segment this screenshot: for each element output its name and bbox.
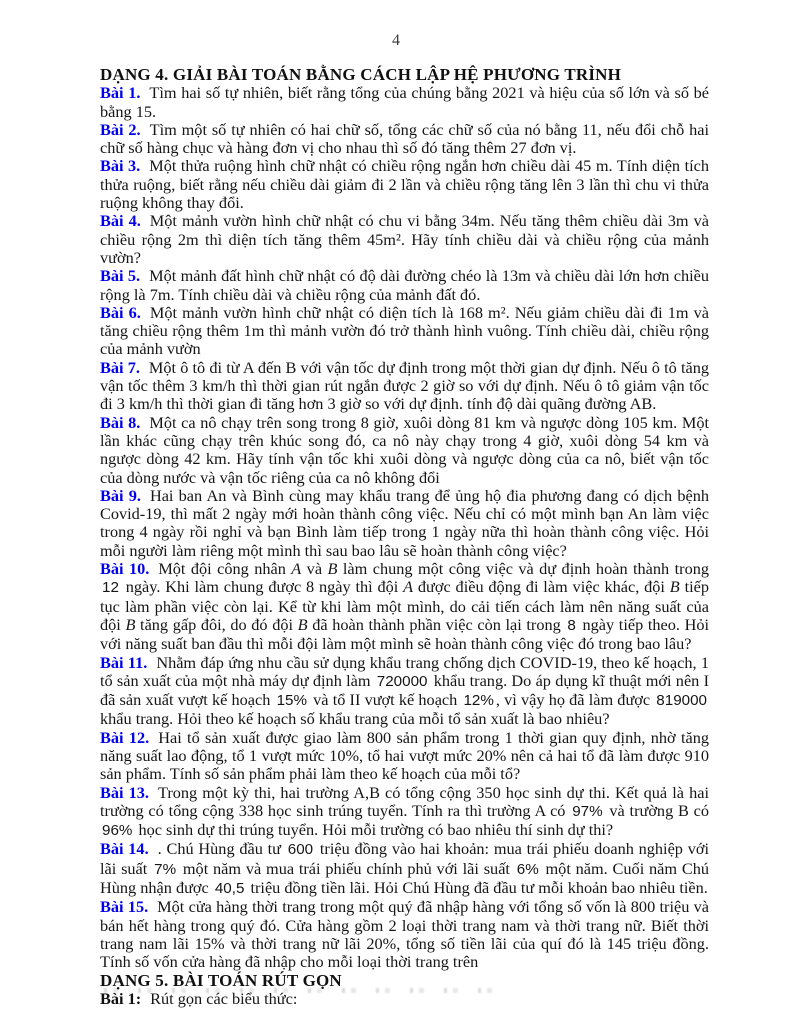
problem-paragraph — [100, 560, 709, 653]
problem-paragraph — [100, 784, 709, 841]
problem-label: Bài 1: — [100, 988, 142, 1008]
problem-text: tăng gấp đôi, do đó đội — [135, 614, 298, 634]
problem-label: Bài 15. — [100, 897, 149, 917]
problem-text: làm chung một công việc và dự định hoàn thành trong — [337, 559, 709, 579]
problem-paragraph — [100, 414, 709, 487]
problem-label: Bài 3. — [100, 156, 141, 176]
problem-text: 12% — [463, 692, 494, 710]
section — [100, 66, 709, 972]
problem-text: 40,5 — [214, 880, 245, 898]
problem-text: một năm và mua trái phiếu chính phủ với lãi suất — [178, 858, 515, 878]
problem-text: Trong một kỳ thi, hai trường A,B có tổng cộng 350 học sinh dự thi. Kết quả là hai trường có tổng cộng 338 học sinh trúng tuyển. Tính ra thì trường A có — [100, 782, 709, 820]
problem-paragraph — [100, 157, 709, 212]
problem-text: Một cửa hàng thời trang trong một quý đã nhập hàng với tổng số vốn là 800 triệu và bán hết hàng trong quý đó. Cửa hàng gồm 2 loại thời trang nam và thời trang nữ. Biết thời trang nam lãi 15% và thời trang nữ lãi 20%, tổng số tiền lãi của quí đó là 145 triệu đồng. Tính số vốn cửa hàng đã nhập cho mỗi loại thời trang trên — [100, 897, 709, 972]
problem-text: . Chú Hùng đầu tư — [157, 839, 286, 859]
problem-label: Bài 1. — [100, 83, 141, 103]
problem-label: Bài 13. — [100, 782, 149, 802]
problem-text: triệu đồng vào hai khoản: mua trái phiếu doanh nghiệp với lãi suất — [100, 839, 709, 878]
problem-text: Hai ban An và Bình cùng may khẩu trang để ủng hộ đia phương đang có dịch bệnh Covid-19, thì mất 2 ngày mới hoàn thành công việc. Nếu chỉ có một mình bạn An làm việc trong 4 ngày rồi nghỉ và bạn Bình làm tiếp trong 1 ngày nữa thì hoàn thành công việc. Hỏi mỗi người làm riêng một mình thì sau bao lâu sẽ hoàn thành công việc? — [100, 485, 709, 560]
page-number: 4 — [392, 32, 400, 49]
problem-label: Bài 14. — [100, 839, 149, 859]
problem-paragraph — [100, 212, 709, 267]
problem-paragraph — [100, 487, 709, 560]
problem-text: 96% — [102, 822, 133, 840]
section-heading: DẠNG 4. GIẢI BÀI TOÁN BẰNG CÁCH LẬP HỆ PHƯƠNG TRÌNH — [100, 65, 622, 84]
section-heading: DẠNG 5. BÀI TOÁN RÚT GỌN — [100, 970, 342, 990]
problem-text: được điều động đi làm việc khác, đội — [413, 577, 670, 597]
problem-text: 15% — [276, 692, 307, 710]
problem-text: tiếp tục làm phần việc còn lại. Kể từ khi làm một mình, do cải tiến cách làm nên năng suất của đội — [100, 577, 709, 634]
problem-text: ngày. Khi làm chung được 8 ngày thì đội — [120, 577, 404, 597]
problem-text: Rút gọn các biểu thức: — [150, 988, 298, 1008]
problem-text: triệu đồng tiền lãi. Hỏi Chú Hùng đã đầu tư mỗi khoản bao nhiêu tiền. — [246, 878, 708, 898]
problem-label: Bài 2. — [100, 119, 141, 139]
problem-text: A — [291, 559, 302, 579]
problem-text: 12 — [102, 579, 119, 597]
problem-text: và tổ II vượt kế hoạch — [308, 690, 462, 710]
problem-paragraph — [100, 898, 709, 971]
document-body — [100, 66, 709, 1008]
problem-text: khẩu trang. Hỏi theo kế hoạch số khẩu trang của mỗi tổ sản xuất là bao nhiêu? — [100, 709, 610, 729]
problem-paragraph — [100, 267, 709, 304]
problem-paragraph — [100, 304, 709, 359]
problem-text: và trường B có — [604, 800, 709, 820]
problem-text: Nhằm đáp ứng nhu cầu sử dụng khẩu trang chống dịch COVID-19, theo kế hoạch, 1 tổ sản xuất của một nhà máy dự định làm — [100, 652, 710, 690]
problem-text: 8 — [567, 616, 576, 634]
problem-text: A — [403, 577, 414, 597]
problem-text: Hai tổ sản xuất được giao làm 800 sản phẩm trong 1 thời gian quy định, nhờ tăng năng suất lao động, tổ 1 vượt mức 10%, tổ hai vượt mức 20% nên cả hai tổ đã làm được 910 sản phẩm. Tính số sản phẩm phải làm theo kế hoạch của mỗi tổ? — [100, 727, 709, 784]
cutoff-text-remnant — [104, 988, 504, 993]
problem-text: Một mảnh vườn hình chữ nhật có chu vi bằng 34m. Nếu tăng thêm chiều dài 3m và chiều rộng 2m thì diện tích tăng thêm 45m². Hãy tính chiều dài và chiều rộng của mảnh vườn? — [100, 211, 709, 267]
problem-text: Tìm một số tự nhiên có hai chữ số, tổng các chữ số của nó bằng 11, nếu đổi chỗ hai chữ số hàng chục và hàng đơn vị cho nhau thì số đó tăng thêm 27 đơn vị. — [100, 119, 709, 158]
problem-text: 819000 — [656, 692, 707, 710]
problem-text: 7% — [154, 860, 177, 878]
problem-text: B — [669, 577, 680, 597]
problem-text: Một ô tô đi từ A đến B với vận tốc dự định trong một thời gian dự định. Nếu ô tô tăng vận tốc thêm 3 km/h thì thời gian rút ngắn được 2 giờ so với dự định. Nếu ô tô giảm vận tốc đi 3 km/h thì thời gian đi tăng hơn 3 giờ so với dự định. tính độ dài quãng đường AB. — [100, 357, 709, 414]
problem-text: ngày tiếp theo. Hỏi với năng suất ban đầu thì mỗi đội làm một mình sẽ hoàn thành công việc đó trong bao lâu? — [100, 614, 710, 654]
problem-label: Bài 9. — [100, 485, 141, 505]
problem-text: và — [301, 559, 328, 579]
problem-text: một năm. Cuối năm Chú Hùng nhận được — [100, 858, 710, 898]
problem-text: 600 — [287, 841, 314, 859]
problem-label: Bài 4. — [100, 211, 141, 231]
problem-label: Bài 10. — [100, 559, 150, 579]
section-problems — [100, 84, 709, 971]
problem-text: B — [297, 614, 308, 634]
problem-text: Một thửa ruộng hình chữ nhật có chiều rộng ngắn hơn chiều dài 45 m. Tính diện tích thửa ruộng, biết rằng nếu chiều dài giảm đi 2 lần và chiều rộng tăng lên 3 lần thì chu vi thửa ruộng không thay đổi. — [100, 156, 709, 213]
problem-label: Bài 5. — [100, 266, 141, 286]
problem-text: B — [125, 614, 136, 634]
problem-paragraph — [100, 654, 709, 729]
problem-label: Bài 8. — [100, 412, 141, 432]
problem-text: Tìm hai số tự nhiên, biết rằng tổng của chúng bằng 2021 và hiệu của số lớn và số bé bằng 15. — [100, 83, 709, 121]
problem-text: đã hoàn thành phần việc còn lại trong — [307, 614, 566, 634]
problem-text: Một mảnh đất hình chữ nhật có độ dài đường chéo là 13m và chiều dài lớn hơn chiều rộng là 7m. Tính chiều dài và chiều rộng của mảnh đất đó. — [100, 266, 709, 304]
problem-label: Bài 11. — [100, 652, 148, 672]
problem-text: B — [327, 559, 338, 579]
problem-text: 97% — [572, 802, 603, 820]
problem-label: Bài 12. — [100, 727, 150, 747]
problem-text: 720000 — [376, 672, 428, 690]
problem-text: Một ca nô chạy trên song trong 8 giờ, xuôi dòng 81 km và ngược dòng 105 km. Một lần khác cũng chạy trên khúc song đó, ca nô này chạy trong 4 giờ, xuôi dòng 54 km và ngược dòng 42 km. Hãy tính vận tốc khi xuôi dòng và ngược dòng của ca nô, biết vận tốc của dòng nước và vận tốc riêng của ca nô không đổi — [100, 412, 709, 487]
problem-text: khẩu trang. Do áp dụng kĩ thuật mới nên I đã sản xuất vượt kế hoạch — [100, 670, 709, 710]
problem-paragraph — [100, 359, 709, 414]
problem-paragraph — [100, 84, 709, 121]
problem-text: Một đội công nhân — [158, 559, 292, 579]
problem-text: 6% — [516, 860, 539, 878]
problem-label: Bài 7. — [100, 357, 140, 377]
problem-text: , vì vậy họ đã làm được — [495, 690, 655, 710]
problem-paragraph — [100, 840, 709, 898]
problem-text: học sinh dự thi trúng tuyển. Hỏi mỗi trường có bao nhiêu thí sinh dự thi? — [134, 820, 614, 840]
problem-paragraph — [100, 729, 709, 784]
problem-label: Bài 6. — [100, 302, 141, 322]
problem-paragraph — [100, 121, 709, 158]
problem-text: Một mảnh vườn hình chữ nhật có diện tích là 168 m². Nếu giảm chiều dài đi 1m và tăng chiều rộng thêm 1m thì mảnh vườn đó trở thành hình vuông. Tính chiều dài, chiều rộng của mảnh vườn — [100, 302, 709, 359]
